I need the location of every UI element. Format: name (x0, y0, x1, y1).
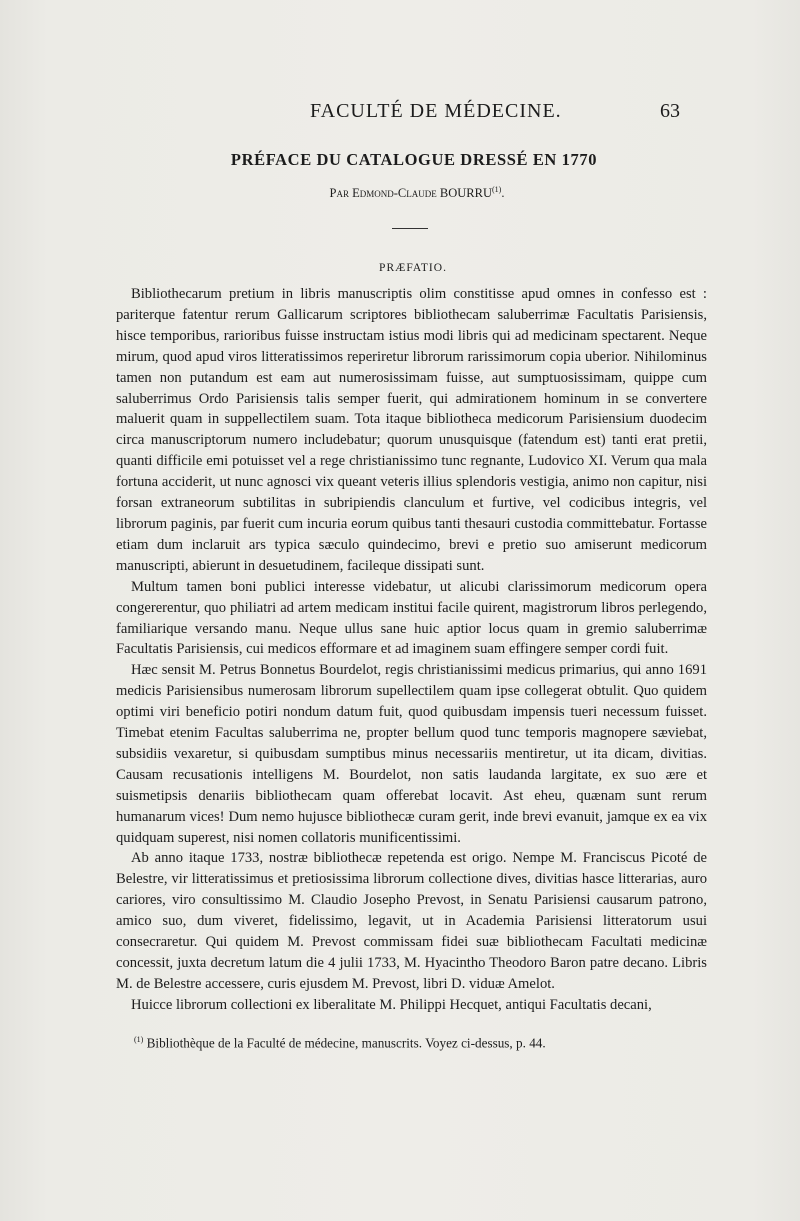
paragraph: Hæc sensit M. Petrus Bonnetus Bourdelot, regis christianissimi medicus primarius, qui anno 1691 medicis Parisiensibus numerosam librorum supellectilem quam ipse collegerat obtulit. Quo quidem optimi viri beneficio potiri nondum datum fuit, quod quibusdam impensis tueri necessum fuisset. Timebat etenim Facultas saluberrima ne, propter bellum quod tunc temporis magnopere sæviebat, subsidiis vexaretur, si quibusdam sumptibus minus necessariis mentiretur, ut ita dicam, divitias. Causam recusationis intelligens M. Bourdelot, non satis laudanda largitate, ex suo ære et suismetipsis denariis bibliothecam quam offerebat locavit. Ast eheu, quænam sunt rerum humanarum vices! Dum nemo hujusce bibliothecæ curam gerit, inde brevi evanuit, jamque ex ea vix quidquam superest, nisi nomen collatoris munificentissimi. (116, 662, 707, 846)
section-heading: PRÆFATIO. (379, 262, 447, 274)
chapter-title: PRÉFACE DU CATALOGUE DRESSÉ EN 1770 (230, 150, 598, 169)
footnote-reference[interactable]: (1) (491, 185, 502, 194)
page-number: 63 (660, 100, 680, 122)
author-line: Par Edmond-Claude BOURRU$^{(1)}$. (329, 185, 505, 201)
author-name: BOURRU (439, 186, 492, 201)
paragraph: Ab anno itaque 1733, nostræ bibliothecæ repetenda est origo. Nempe M. Franciscus Picoté de Belestre, vir litteratissimus et pretiosissima librorum collectione dives, divitias hasce litterarias, auro cariores, viro consultissimo M. Claudio Josepho Prevost, in Senatu Parisiensi causarum patrono, amico suo, dum viveret, fidelissimo, legavit, ut in Academia Parisiensi litteratorum usui consecraretur. Qui quidem M. Prevost commissam fidei suæ bibliothecam Facultati medicinæ concessit, juxta decretum latum die 4 julii 1733, M. Hyacintho Theodoro Baron patre decano. Libris M. de Belestre accessere, curis ejusdem M. Prevost, libri D. viduæ Amelot. (116, 850, 707, 992)
paragraph: Huicce librorum collectioni ex liberalitate M. Philippi Hecquet, antiqui Facultatis decani, (131, 996, 652, 1013)
paragraph: Bibliothecarum pretium in libris manuscriptis olim constitisse apud omnes in confesso est : pariterque fatentur rerum Gallicarum scriptores bibliothecam saluberrimæ Facultatis Parisiensis, hisce temporibus, rarioribus fuisse instructam istius modi libris qui ad medicinam spectarent. Neque mirum, quod apud viros litteratissimos reperiretur librorum rarissimorum copia uberior. Nihilominus tamen non putandum est eam aut numerosissimam fuisse, aut sumptuosissimam, quippe cum saluberrimus Ordo Parisiensis talis semper fuerit, qui admirationem hominum in se convertere maluerit quam in suppellectilem suam. Tota itaque bibliotheca medicorum Parisiensium duodecim circa manuscriptorum numero includebatur; quorum unusquisque (fatendum est) tanti erat pretii, quanti difficile emi potuisset vel a rege christianissimo tunc regnante, Ludovico XI. Verum qua mala fortuna acciderit, ut nunc agnosci vix queant veteris illius splendoris vestigia, animo non capitur, nisi forsan extraneorum subtilitas in subripiendis clanculum et furtive, vel codicibus integris, vel librorum paginis, par fuerit cum incuria eorum quibus tanti thesauri custodia committebatur. Fortasse etiam dum inclaruit ars typica sæculo quindecimo, brevi e pretio suo amiserunt medicorum manuscripti, abierunt in desuetudinem, facileque dissipati sunt. (116, 286, 707, 574)
footnote (134, 1035, 714, 1051)
running-title: FACULTÉ DE MÉDECINE. (310, 100, 562, 122)
footnote-text: Bibliothèque de la Faculté de médecine, manuscrits. Voyez ci-dessus, p. 44. (146, 1035, 546, 1051)
footnote-marker: (1) (134, 1035, 144, 1044)
paragraph: Multum tamen boni publici interesse videbatur, ut alicubi clarissimorum medicorum opera congererentur, quo philiatri ad artem medicam institui facile quirent, magistrorum libros perlegendo, familiarique versando manu. Neque ullus sane huic aptior locus quam in gremio saluberrimæ Facultatis Parisiensis, cui medicos efformare et ad imaginem suam effingere semper cordi fuit. (116, 578, 707, 658)
running-header (0, 100, 800, 126)
author-prefix: Par Edmond-Claude (329, 186, 437, 201)
title-divider (392, 228, 428, 229)
body-text (116, 284, 707, 1016)
